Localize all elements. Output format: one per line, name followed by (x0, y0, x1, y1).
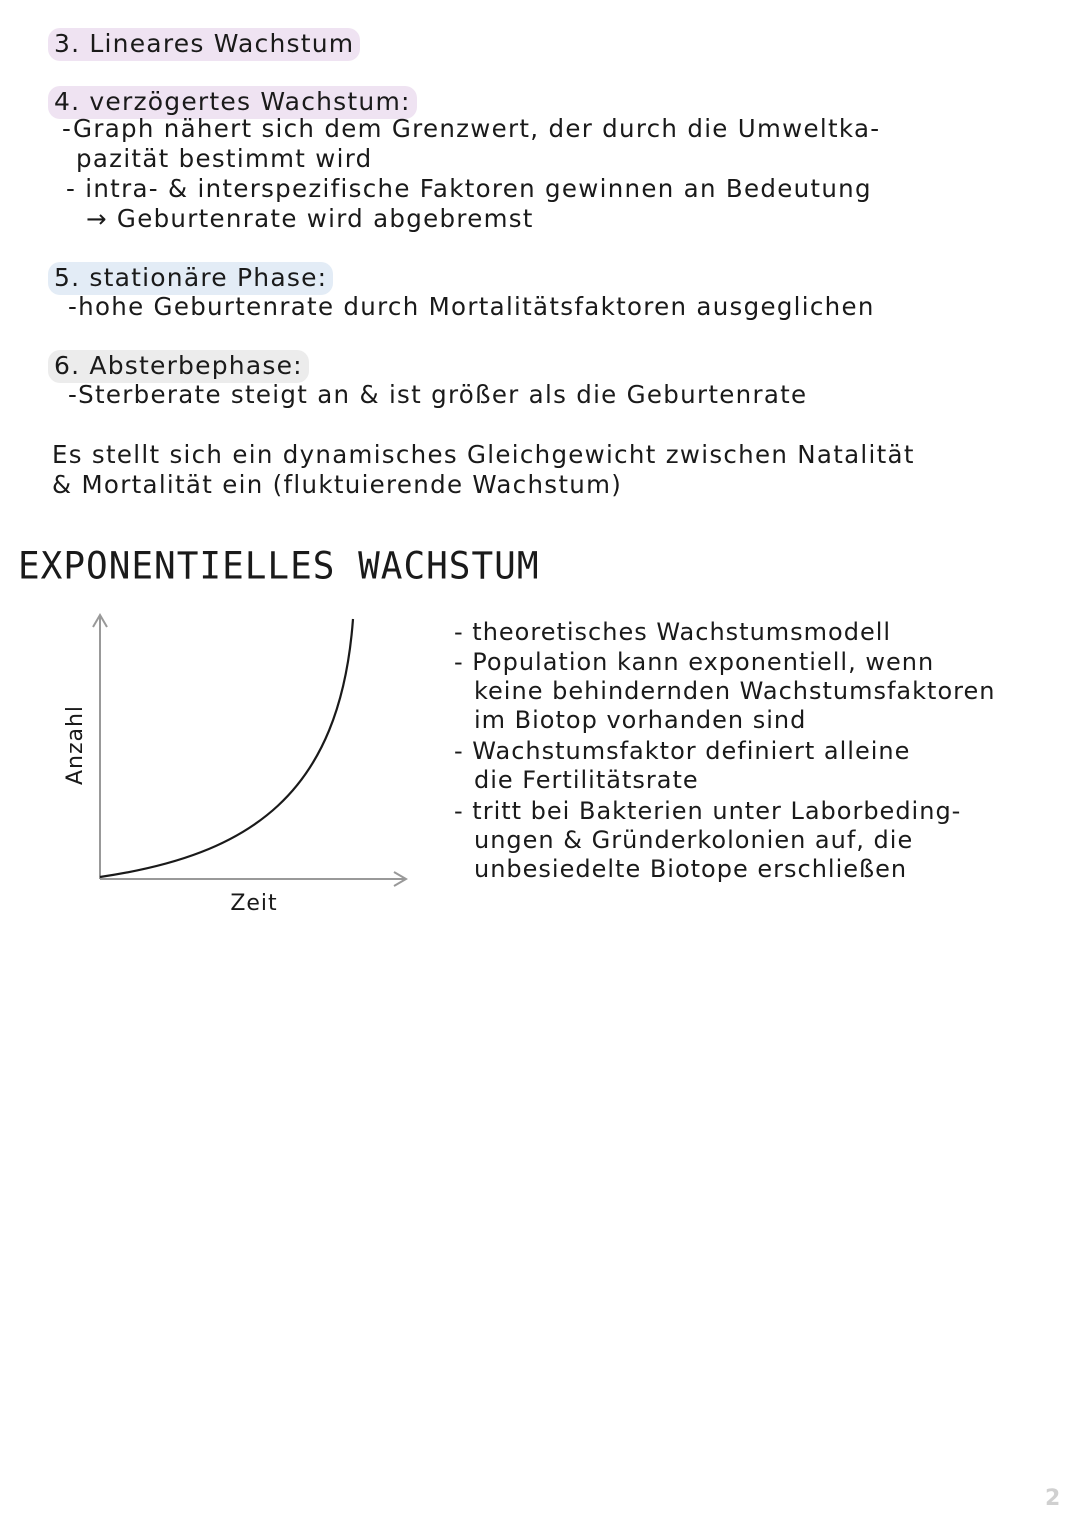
section-6-line: -Sterberate steigt an & ist größer als die Geburtenrate (68, 380, 808, 409)
exp-bullet: im Biotop vorhanden sind (474, 706, 807, 734)
exp-bullet: die Fertilitätsrate (474, 766, 699, 794)
exp-heading: EXPONENTIELLES WACHSTUM (18, 544, 540, 589)
section-4-line: - intra- & interspezifische Faktoren gewinnen an Bedeutung (66, 174, 872, 203)
section-6-title: 6. Absterbephase: (48, 350, 309, 383)
y-axis-label: Anzahl (63, 704, 88, 786)
summary-line: & Mortalität ein (fluktuierende Wachstum) (52, 470, 623, 499)
section-3 (48, 28, 360, 61)
exp-bullet: - tritt bei Bakterien unter Laborbeding- (454, 797, 962, 825)
section-6 (48, 350, 309, 383)
exp-bullet: - theoretisches Wachstumsmodell (454, 618, 892, 646)
section-3-title: 3. Lineares Wachstum (48, 28, 360, 61)
section-4-line: -Graph nähert sich dem Grenzwert, der durch die Umweltka- (62, 114, 881, 143)
exp-bullet: keine behindernden Wachstumsfaktoren (474, 677, 996, 705)
section-5 (48, 262, 333, 295)
section-4-title: 4. verzögertes Wachstum: (48, 86, 417, 119)
section-4-line: → Geburtenrate wird abgebremst (86, 204, 534, 233)
growth-graph (40, 605, 420, 925)
x-axis-label: Zeit (230, 891, 278, 916)
exp-bullet: - Wachstumsfaktor definiert alleine (454, 737, 911, 765)
exp-bullet: unbesiedelte Biotope erschließen (474, 855, 908, 883)
section-5-title: 5. stationäre Phase: (48, 262, 333, 295)
section-4-line: pazität bestimmt wird (76, 144, 373, 173)
section-5-line: -hohe Geburtenrate durch Mortalitätsfaktoren ausgeglichen (68, 292, 875, 321)
page-number: 2 (1045, 1486, 1061, 1511)
exp-bullet: ungen & Gründerkolonien auf, die (474, 826, 914, 854)
summary-line: Es stellt sich ein dynamisches Gleichgewicht zwischen Natalität (52, 440, 915, 469)
exponential-curve (100, 619, 353, 877)
exp-bullet: - Population kann exponentiell, wenn (454, 648, 935, 676)
